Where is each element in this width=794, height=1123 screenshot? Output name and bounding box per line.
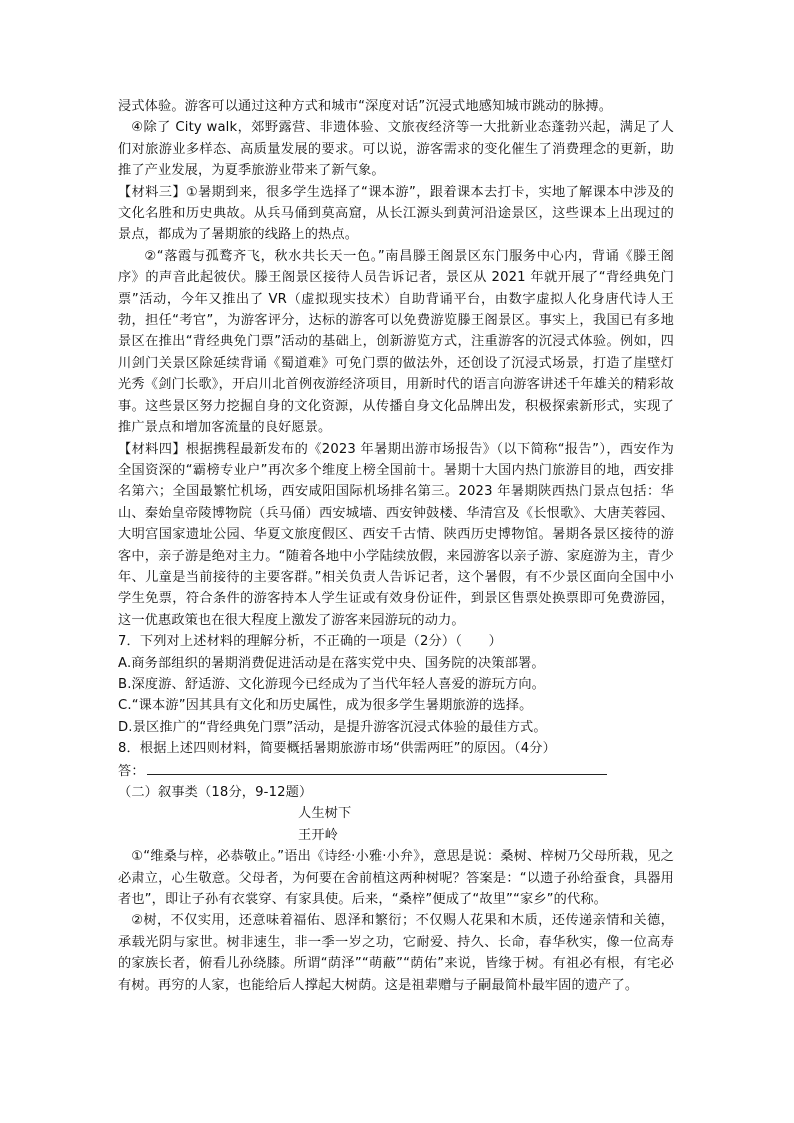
question-8-stem: 8．根据上述四则材料，简要概括暑期旅游市场“供需两旺”的原因。（4分） (118, 741, 556, 757)
section-2-header: （二）叙事类（18分，9-12题） (118, 785, 313, 800)
answer-row (118, 760, 674, 782)
essay-author: 王开岭 (298, 827, 339, 843)
question-7-option-b: B.深度游、舒适游、文化游现今已经成为了当代年轻人喜爱的游玩方向。 (118, 676, 545, 692)
paragraph-material3-point2: ②“落霞与孤鹜齐飞，秋水共长天一色。”南昌滕王阁景区东门服务中心内，背诵《滕王阁序》的声音此起彼伏。滕王阁景区接待人员告诉记者，景区从 2021 年就开展了“背经典免门票”活动，今年又推出了 VR（虚拟现实技术）自助背诵平台，由数字虚拟人化身唐代诗人王勃，担任“考官”，为游客评分，达标的游客可以免费游览滕王阁景区。事实上，我国已有多地景区在推出“背经典免门票”活动的基础上，创新游览方式，注重游客的沉浸式体验。例如，四川剑门关景区除延续背诵《蜀道难》可免门票的做法外，还创设了沉浸式场景，打造了崖壁灯光秀《剑门长歌》，开启川北首例夜游经济项目，用新时代的语言向游客讲述千年雄关的精彩故事。这些景区努力挖掘自身的文化资源，从传播自身文化品牌出发，积极探索新形式，实现了推广景点和增加客流量的良好愿景。 (118, 248, 674, 436)
essay-paragraph-2: ②树，不仅实用，还意味着福佑、恩泽和繁衍；不仅赐人花果和木质，还传递亲情和关德，承载光阴与家世。树非速生，非一季一岁之功，它耐爱、持久、长命，春华秋实，像一位高寿的家族长者，俯看儿孙绕膝。所谓“荫泽”“萌蔽”“荫佑”来说，皆缘于树。有祖必有根，有宅必有树。再穷的人家，也能给后人撑起大树荫。这是祖辈赠与子嗣最简朴最牢固的遗产了。 (118, 913, 674, 993)
document-body (118, 96, 674, 996)
paragraph-material2-point4: ④除了 City walk，郊野露营、非遗体验、文旅夜经济等一大批新业态蓬勃兴起，满足了人们对旅游业多样态、高质量发展的要求。可以说，游客需求的变化催生了消费理念的更新，助推了产业发展，为夏季旅游业带来了新气象。 (118, 120, 674, 179)
essay-title: 人生树下 (298, 806, 352, 822)
paragraph-intro-end: 浸式体验。游客可以通过这种方式和城市“深度对话”沉浸式地感知城市跳动的脉搏。 (118, 99, 613, 114)
answer-blank-line[interactable] (147, 760, 607, 775)
question-7-option-d: D.景区推广的“背经典免门票”活动，是提升游客沉浸式体验的最佳方式。 (118, 719, 547, 735)
paragraph-material3-point1: 【材料三】①暑期到来，很多学生选择了“课本游”，跟着课本去打卡，实地了解课本中涉及的文化名胜和历史典故。从兵马俑到莫高窟，从长江源头到黄河沿途景区，这些课本上出现过的景点，都成为了暑期旅的线路上的热点。 (118, 184, 674, 243)
question-7-stem: 7．下列对上述材料的理解分析，不正确的一项是（2分）（ ） (118, 634, 502, 650)
paragraph-material4: 【材料四】根据携程最新发布的《2023 年暑期出游市场报告》（以下简称“报告”），西安作为全国资深的“霸榜专业户”再次多个维度上榜全国前十。暑期十大国内热门旅游目的地，西安排名第六；全国最繁忙机场，西安咸阳国际机场排名第三。2023 年暑期陕西热门景点包括：华山、秦始皇帝陵博物院（兵马俑）西安城墙、西安钟鼓楼、华清宫及《长恨歌》、大唐芙蓉园、大明宫国家遗址公园、华夏文旅度假区、西安千古情、陕西历史博物馆。暑期各景区接待的游客中，亲子游是绝对主力。“随着各地中小学陆续放假，来园游客以亲子游、家庭游为主，青少年、儿童是当前接待的主要客群。”相关负责人告诉记者，这个暑假，有不少景区面向全国中小学生免票，符合条件的游客持本人学生证或有效身份证件，到景区售票处换票即可免费游园，这一优惠政策也在很大程度上激发了游客来园游玩的动力。 (118, 441, 674, 628)
answer-label: 答： (118, 763, 145, 779)
essay-paragraph-1: ①“维桑与梓，必恭敬止。”语出《诗经·小雅·小弁》，意思是说：桑树、梓树乃父母所栽，见之必肃立，心生敬意。父母者，为何要在舍前植这两种树呢？答案是：“以遗子孙给蚕食，具器用者也”，即让子孙有衣裳穿、有家具使。后来，“桑梓”便成了“故里”“家乡”的代称。 (118, 849, 674, 908)
question-7-option-c: C.“课本游”因其具有文化和历史属性，成为很多学生暑期旅游的选择。 (118, 698, 533, 714)
question-7-option-a: A.商务部组织的暑期消费促进活动是在落实党中央、国务院的决策部署。 (118, 655, 545, 671)
